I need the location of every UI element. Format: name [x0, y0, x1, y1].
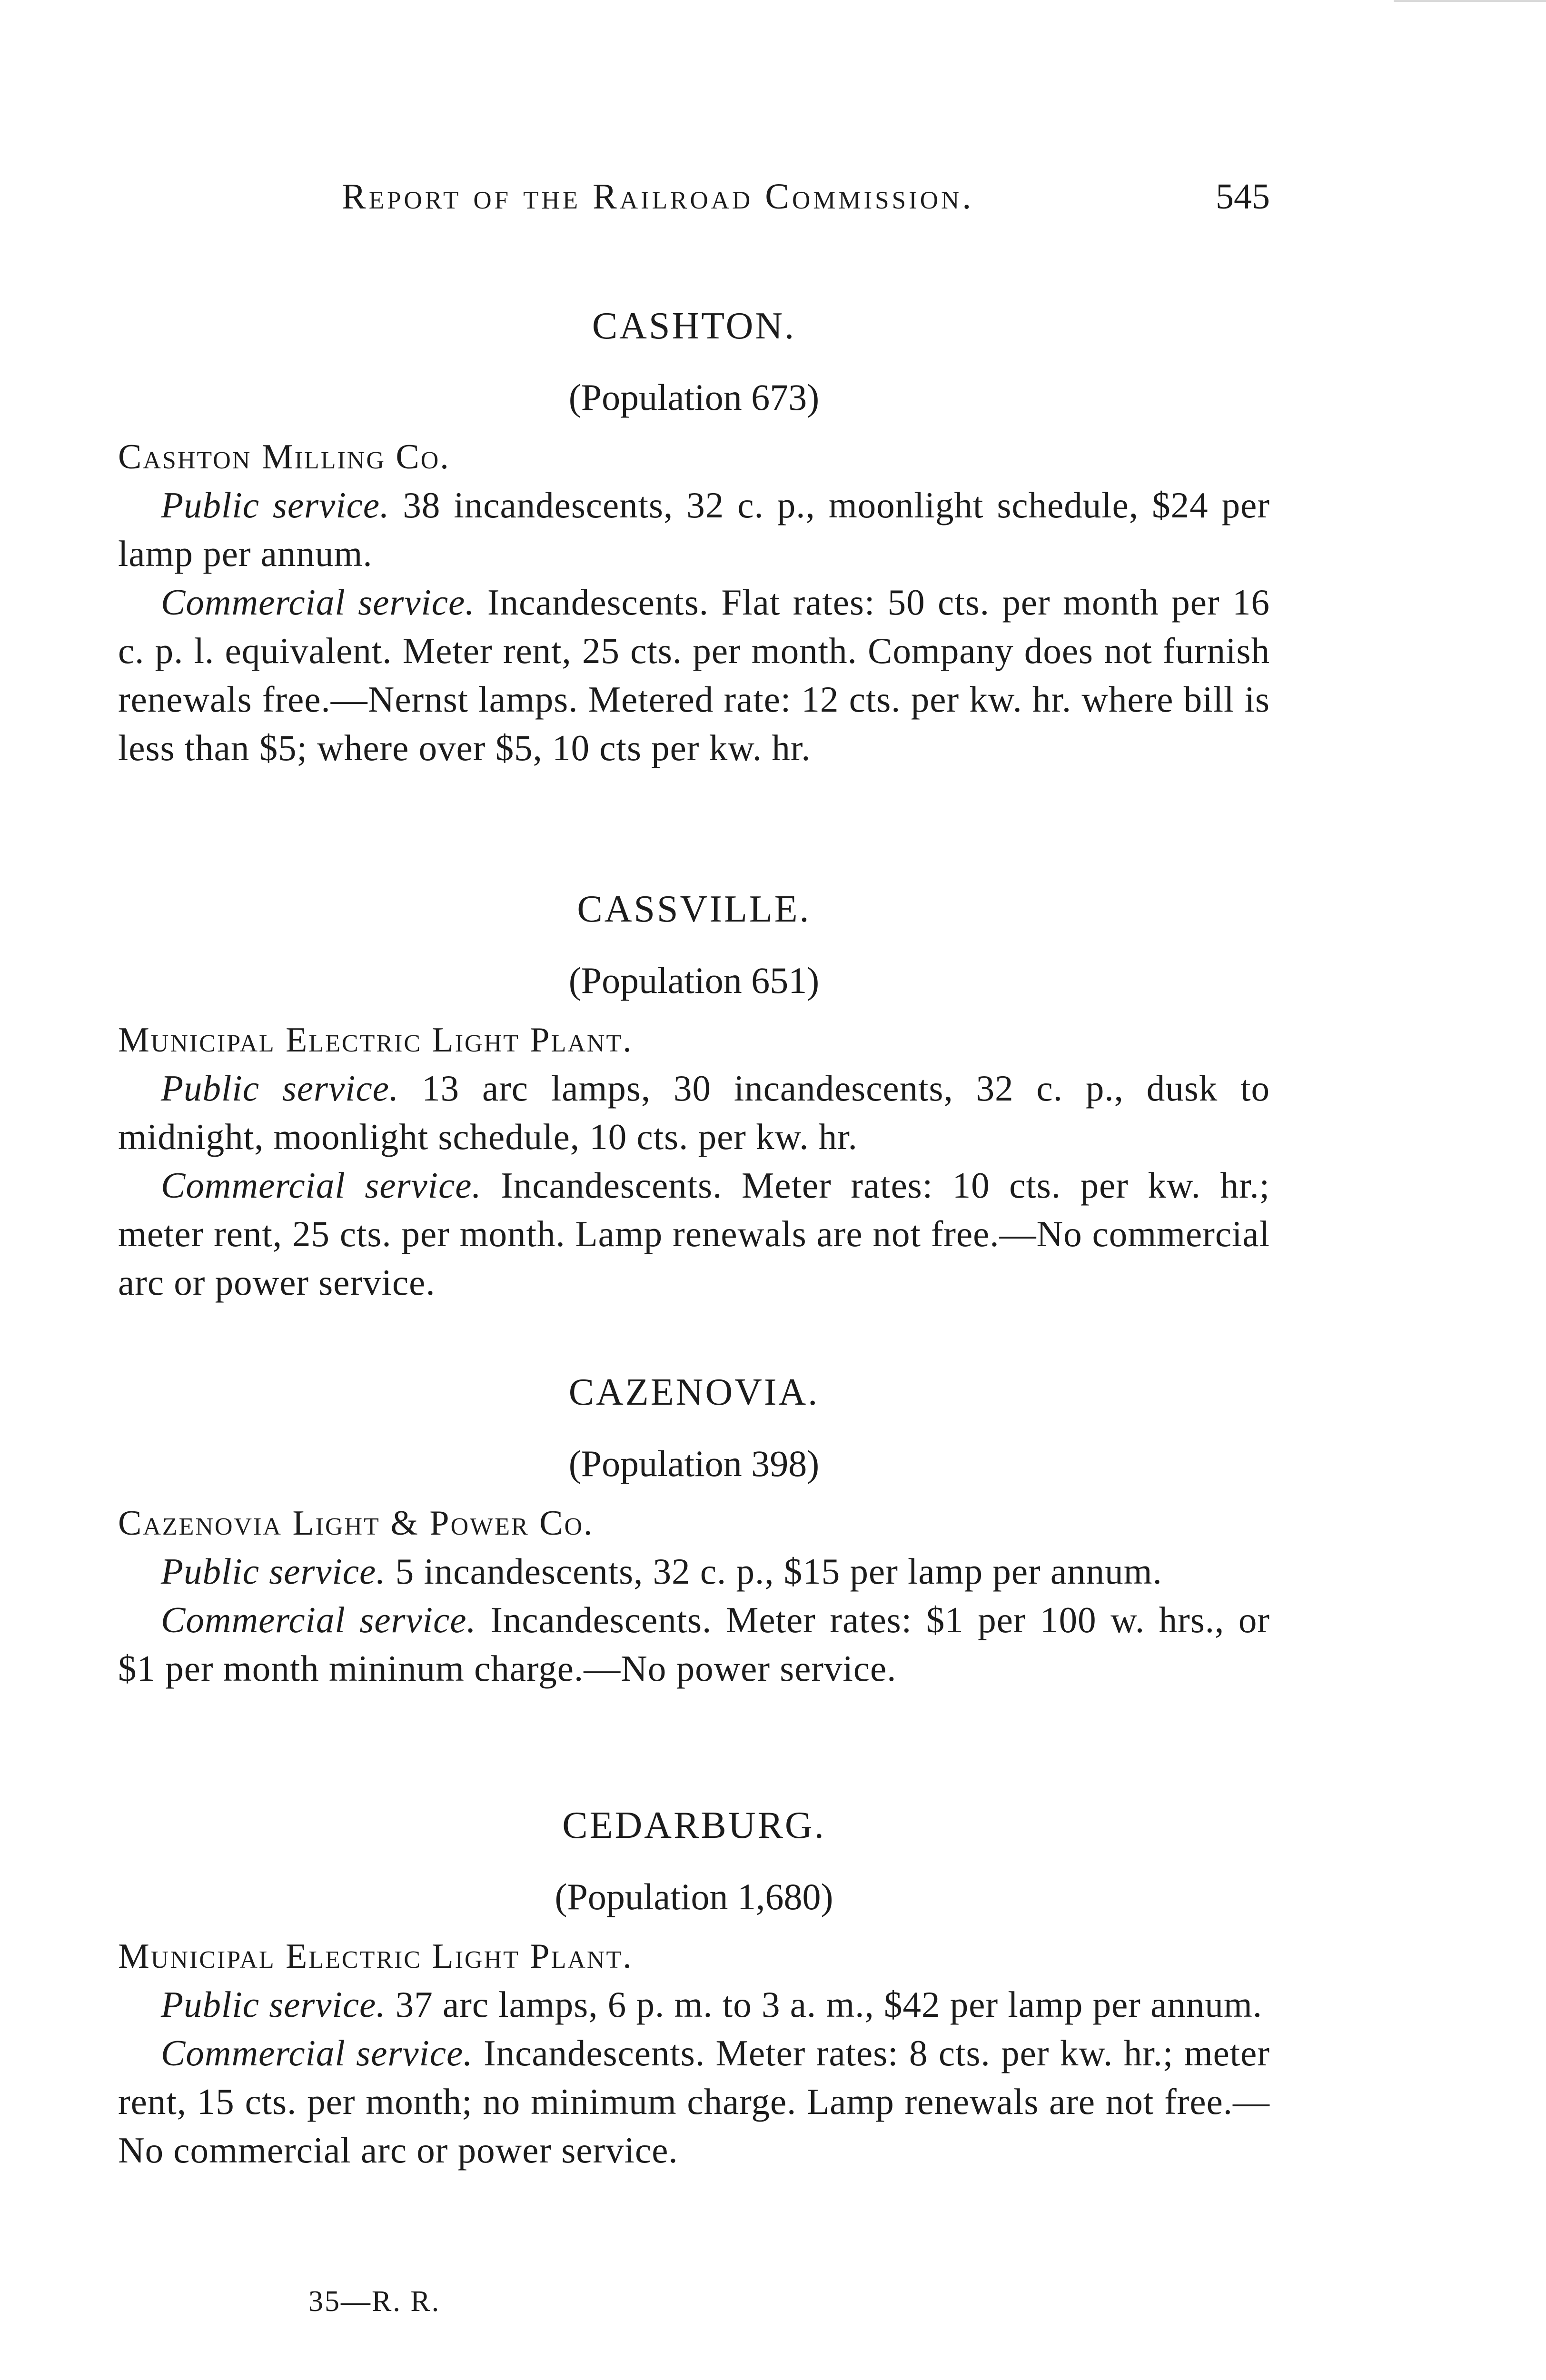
- commercial-service-paragraph: [118, 1596, 1270, 1693]
- commercial-service-lead: Commercial service.: [161, 2033, 473, 2073]
- public-service-paragraph: [118, 481, 1270, 578]
- section-cashton: [118, 300, 1270, 772]
- commercial-service-text: Incandescents. Meter rates: $1 per 100 w. hrs., or $1 per month mininum charge.—No power service.: [118, 1599, 1270, 1689]
- commercial-service-paragraph: [118, 578, 1270, 772]
- population-line: (Population 1,680): [555, 1876, 833, 1917]
- population-line: (Population 673): [568, 377, 820, 418]
- page-edge-mark: [1394, 0, 1546, 2]
- public-service-lead: Public service.: [161, 1068, 399, 1109]
- section-cazenovia: [118, 1366, 1270, 1693]
- page-number: 545: [1216, 177, 1270, 217]
- population-line: (Population 398): [568, 1443, 820, 1484]
- page: [118, 0, 1270, 2380]
- section-cedarburg: [118, 1799, 1270, 2174]
- commercial-service-text: Incandescents. Flat rates: 50 cts. per month per 16 c. p. l. equivalent. Meter rent, 25 cts. per month. Company does not furnish renewals free.—Nernst lamps. Metered rate: 12 cts. per kw. hr. where bill is less than $5; where over $5, 10 cts per kw. hr.: [118, 582, 1270, 768]
- public-service-paragraph: [118, 1980, 1270, 2029]
- commercial-service-text: Incandescents. Meter rates: 10 cts. per kw. hr.; meter rent, 25 cts. per month. Lamp renewals are not free.—No commercial arc or power service.: [118, 1165, 1270, 1303]
- public-service-paragraph: [118, 1064, 1270, 1161]
- town-heading: CAZENOVIA.: [568, 1371, 820, 1413]
- public-service-text: 5 incandescents, 32 c. p., $15 per lamp per annum.: [395, 1551, 1162, 1592]
- town-heading: CEDARBURG.: [562, 1805, 826, 1846]
- public-service-text: 38 incandescents, 32 c. p., moonlight schedule, $24 per lamp per annum.: [118, 485, 1270, 574]
- commercial-service-text: Incandescents. Meter rates: 8 cts. per kw. hr.; meter rent, 15 cts. per month; no minimum charge. Lamp renewals are not free.—No commercial arc or power service.: [118, 2033, 1270, 2171]
- running-head: [118, 176, 1270, 228]
- population-line: (Population 651): [568, 960, 820, 1001]
- signature-mark: 35—R. R.: [308, 2285, 441, 2318]
- commercial-service-lead: Commercial service.: [161, 1165, 482, 1206]
- commercial-service-paragraph: [118, 1161, 1270, 1307]
- commercial-service-lead: Commercial service.: [161, 1599, 476, 1640]
- town-heading: CASSVILLE.: [577, 888, 811, 930]
- public-service-lead: Public service.: [161, 485, 390, 526]
- running-title: Report of the Railroad Commission.: [342, 177, 974, 217]
- public-service-paragraph: [118, 1547, 1270, 1596]
- section-cassville: [118, 883, 1270, 1307]
- company-name: Municipal Electric Light Plant.: [118, 1937, 633, 1976]
- company-name: Cashton Milling Co.: [118, 437, 450, 476]
- company-name: Municipal Electric Light Plant.: [118, 1021, 633, 1060]
- company-name: Cazenovia Light & Power Co.: [118, 1504, 594, 1543]
- public-service-text: 37 arc lamps, 6 p. m. to 3 a. m., $42 per lamp per annum.: [395, 1984, 1262, 2025]
- commercial-service-paragraph: [118, 2029, 1270, 2174]
- commercial-service-lead: Commercial service.: [161, 582, 475, 623]
- public-service-lead: Public service.: [161, 1984, 386, 2025]
- public-service-text: 13 arc lamps, 30 incandescents, 32 c. p., dusk to midnight, moonlight schedule, 10 cts. per kw. hr.: [118, 1068, 1270, 1157]
- town-heading: CASHTON.: [592, 305, 796, 347]
- public-service-lead: Public service.: [161, 1551, 386, 1592]
